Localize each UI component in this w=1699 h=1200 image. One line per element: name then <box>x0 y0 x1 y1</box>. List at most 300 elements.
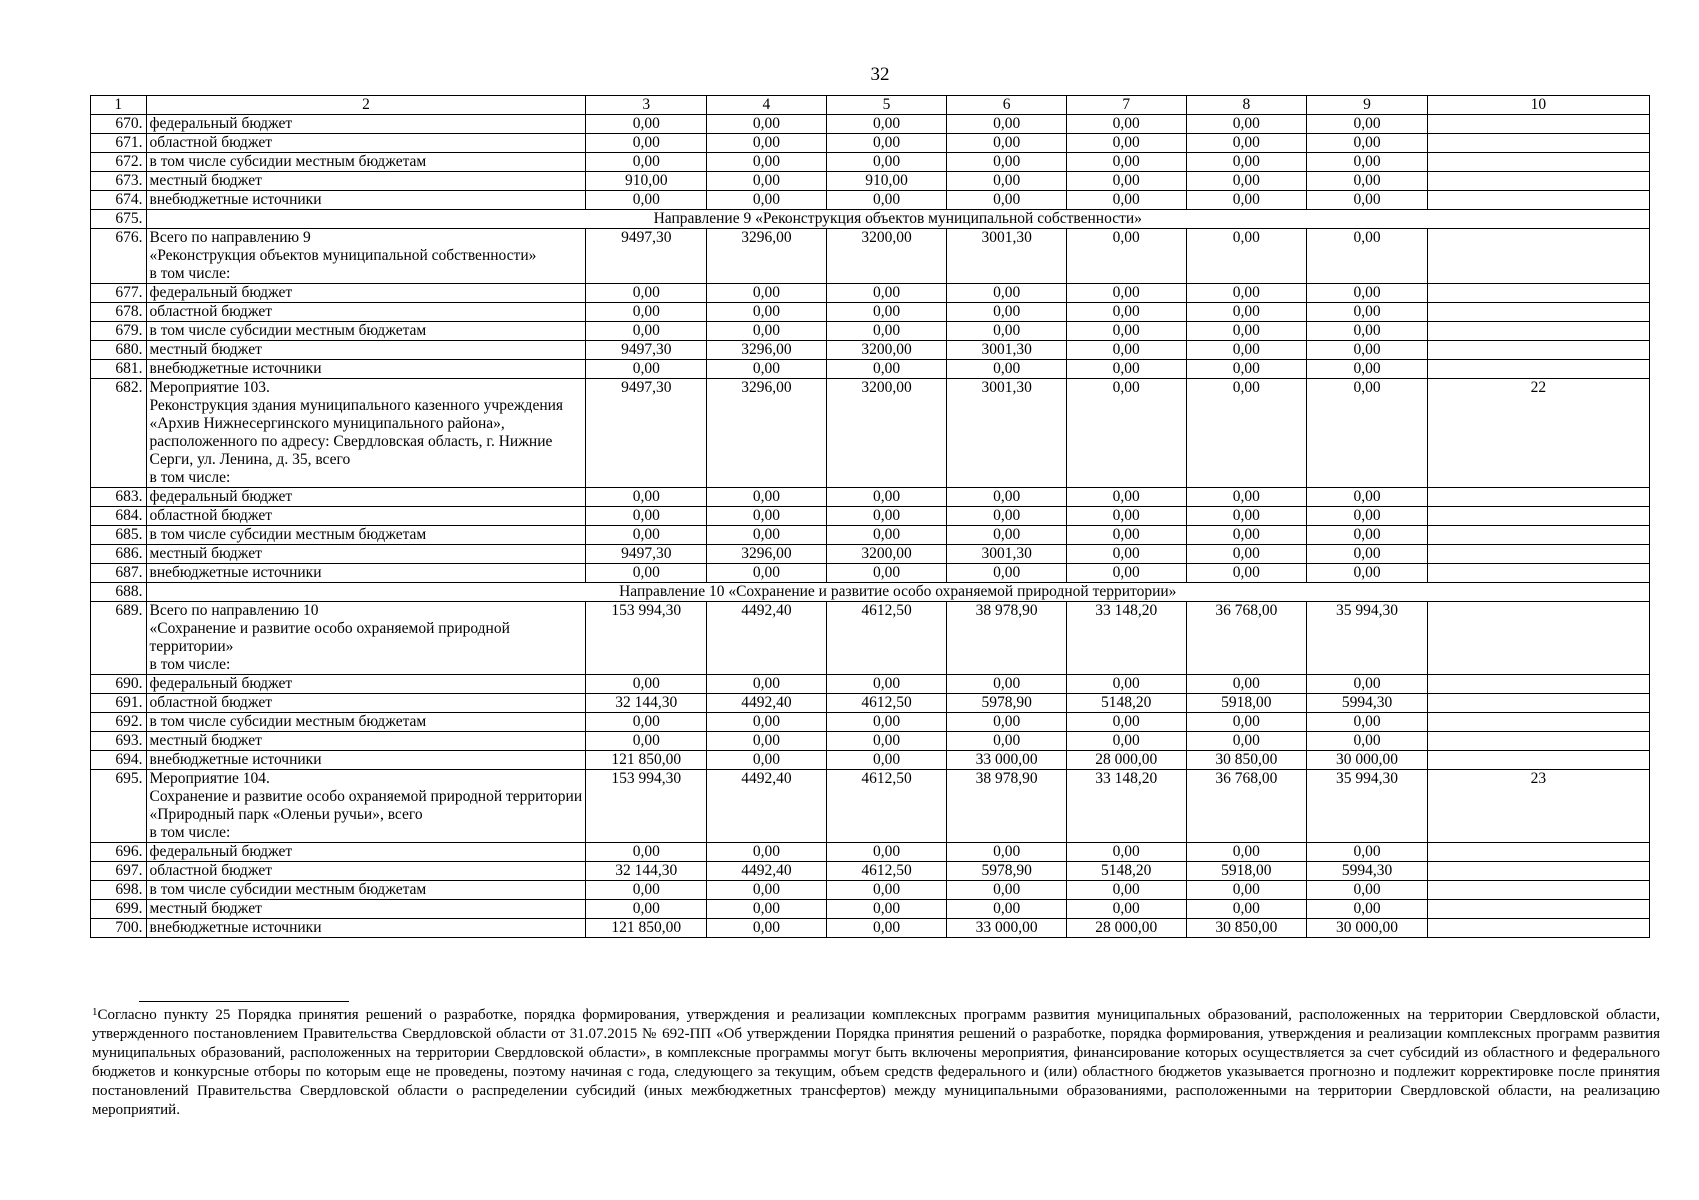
value-cell: 4612,50 <box>826 694 947 713</box>
note-cell <box>1427 507 1649 526</box>
row-number: 671. <box>91 134 147 153</box>
row-name: Мероприятие 104. Сохранение и развитие особо охраняемой природной территории «Природный парк «Оленьи ручьи», всего в том числе: <box>146 770 586 843</box>
row-number: 699. <box>91 900 147 919</box>
table-row <box>91 602 1650 675</box>
value-cell: 3296,00 <box>707 341 827 360</box>
value-cell: 4492,40 <box>707 770 827 843</box>
row-name: в том числе субсидии местным бюджетам <box>146 526 586 545</box>
value-cell: 0,00 <box>707 751 827 770</box>
value-cell: 5148,20 <box>1066 694 1186 713</box>
table-row <box>91 172 1650 191</box>
value-cell: 5978,90 <box>947 694 1067 713</box>
value-cell: 121 850,00 <box>586 751 707 770</box>
value-cell: 0,00 <box>1066 843 1186 862</box>
value-cell: 0,00 <box>1307 153 1428 172</box>
value-cell: 3296,00 <box>707 229 827 284</box>
row-name: федеральный бюджет <box>146 675 586 694</box>
row-number: 690. <box>91 675 147 694</box>
row-number: 677. <box>91 284 147 303</box>
value-cell: 35 994,30 <box>1307 602 1428 675</box>
value-cell: 0,00 <box>707 732 827 751</box>
value-cell: 0,00 <box>1186 843 1307 862</box>
value-cell: 38 978,90 <box>947 602 1067 675</box>
value-cell: 153 994,30 <box>586 602 707 675</box>
table-row <box>91 191 1650 210</box>
table-row <box>91 284 1650 303</box>
value-cell: 0,00 <box>1307 322 1428 341</box>
value-cell: 0,00 <box>1307 507 1428 526</box>
value-cell: 9497,30 <box>586 379 707 488</box>
value-cell: 0,00 <box>1186 322 1307 341</box>
row-name: в том числе субсидии местным бюджетам <box>146 322 586 341</box>
row-number: 693. <box>91 732 147 751</box>
value-cell: 0,00 <box>1186 134 1307 153</box>
value-cell: 0,00 <box>586 360 707 379</box>
value-cell: 0,00 <box>826 360 947 379</box>
value-cell: 0,00 <box>586 153 707 172</box>
value-cell: 3296,00 <box>707 379 827 488</box>
value-cell: 0,00 <box>826 303 947 322</box>
value-cell: 5994,30 <box>1307 862 1428 881</box>
row-name: внебюджетные источники <box>146 360 586 379</box>
value-cell: 0,00 <box>707 360 827 379</box>
value-cell: 0,00 <box>826 488 947 507</box>
footnote-text: Согласно пункту 25 Порядка принятия решений о разработке, порядка формирования, утверждения и реализации комплексных программ развития муниципальных образований, расположенных на территории Свердловской области, утвержденного постановлением Правительства Свердловской области от 31.07.2015 № 692-ПП «Об утверждении Порядка принятия решений о разработке, порядка формирования, утверждения и реализации комплексных программ развития муниципальных образований, расположенных на территории Свердловской области», в комплексные программы могут быть включены мероприятия, финансирование которых осуществляется за счет субсидий из областного и федерального бюджетов и конкурсные отборы по которым еще не проведены, поэтому начиная с года, следующего за текущим, объем средств федерального и (или) областного бюджетов указывается прогнозно и подлежит корректировке после принятия постановлений Правительства Свердловской области о распределении субсидий (иных межбюджетных трансфертов) между муниципальными образованиями, расположенными на территории Свердловской области, на реализацию мероприятий. <box>92 1007 1660 1118</box>
row-number: 684. <box>91 507 147 526</box>
table-row <box>91 843 1650 862</box>
column-header: 1 <box>91 96 147 115</box>
value-cell: 0,00 <box>1307 379 1428 488</box>
value-cell: 0,00 <box>1186 488 1307 507</box>
value-cell: 0,00 <box>1307 713 1428 732</box>
value-cell: 0,00 <box>707 322 827 341</box>
value-cell: 0,00 <box>1066 900 1186 919</box>
value-cell: 0,00 <box>1066 507 1186 526</box>
value-cell: 0,00 <box>1066 379 1186 488</box>
value-cell: 0,00 <box>586 507 707 526</box>
value-cell: 30 850,00 <box>1186 751 1307 770</box>
value-cell: 121 850,00 <box>586 919 707 938</box>
value-cell: 0,00 <box>1307 115 1428 134</box>
value-cell: 33 000,00 <box>947 751 1067 770</box>
value-cell: 0,00 <box>586 303 707 322</box>
row-name: федеральный бюджет <box>146 843 586 862</box>
table-row <box>91 507 1650 526</box>
value-cell: 910,00 <box>826 172 947 191</box>
row-name: Мероприятие 103. Реконструкция здания муниципального казенного учреждения «Архив Нижнесергинского муниципального района», расположенного по адресу: Свердловская область, г. Нижние Серги, ул. Ленина, д. 35, всего в том числе: <box>146 379 586 488</box>
note-cell <box>1427 713 1649 732</box>
table-row <box>91 751 1650 770</box>
row-number: 689. <box>91 602 147 675</box>
value-cell: 0,00 <box>947 115 1067 134</box>
value-cell: 0,00 <box>947 526 1067 545</box>
table-row <box>91 694 1650 713</box>
value-cell: 3200,00 <box>826 229 947 284</box>
value-cell: 0,00 <box>826 564 947 583</box>
value-cell: 0,00 <box>707 675 827 694</box>
table-row <box>91 153 1650 172</box>
value-cell: 0,00 <box>586 115 707 134</box>
value-cell: 0,00 <box>826 507 947 526</box>
column-number-header-row <box>91 96 1650 115</box>
value-cell: 28 000,00 <box>1066 751 1186 770</box>
row-name: областной бюджет <box>146 303 586 322</box>
row-name: местный бюджет <box>146 545 586 564</box>
value-cell: 5148,20 <box>1066 862 1186 881</box>
value-cell: 0,00 <box>1066 172 1186 191</box>
value-cell: 0,00 <box>1066 488 1186 507</box>
value-cell: 0,00 <box>826 732 947 751</box>
value-cell: 0,00 <box>947 134 1067 153</box>
footnote-marker: 1 <box>92 1006 98 1018</box>
value-cell: 0,00 <box>1186 900 1307 919</box>
value-cell: 3296,00 <box>707 545 827 564</box>
value-cell: 0,00 <box>1186 303 1307 322</box>
value-cell: 36 768,00 <box>1186 602 1307 675</box>
value-cell: 5978,90 <box>947 862 1067 881</box>
value-cell: 28 000,00 <box>1066 919 1186 938</box>
table-row <box>91 322 1650 341</box>
value-cell: 0,00 <box>707 507 827 526</box>
note-cell <box>1427 602 1649 675</box>
footnote-divider <box>139 1001 349 1002</box>
value-cell: 0,00 <box>1307 732 1428 751</box>
value-cell: 0,00 <box>707 919 827 938</box>
value-cell: 0,00 <box>1066 115 1186 134</box>
note-cell <box>1427 732 1649 751</box>
value-cell: 0,00 <box>707 526 827 545</box>
value-cell: 0,00 <box>1307 341 1428 360</box>
value-cell: 0,00 <box>1066 545 1186 564</box>
value-cell: 0,00 <box>586 881 707 900</box>
value-cell: 0,00 <box>1307 488 1428 507</box>
value-cell: 0,00 <box>1066 322 1186 341</box>
value-cell: 0,00 <box>826 526 947 545</box>
value-cell: 5994,30 <box>1307 694 1428 713</box>
table-row <box>91 862 1650 881</box>
note-cell <box>1427 526 1649 545</box>
note-cell <box>1427 545 1649 564</box>
value-cell: 0,00 <box>1307 526 1428 545</box>
value-cell: 0,00 <box>707 134 827 153</box>
value-cell: 0,00 <box>826 134 947 153</box>
row-number: 694. <box>91 751 147 770</box>
row-number: 691. <box>91 694 147 713</box>
value-cell: 0,00 <box>1186 191 1307 210</box>
value-cell: 3200,00 <box>826 545 947 564</box>
value-cell: 0,00 <box>707 172 827 191</box>
value-cell: 38 978,90 <box>947 770 1067 843</box>
value-cell: 0,00 <box>1066 341 1186 360</box>
row-number: 673. <box>91 172 147 191</box>
value-cell: 0,00 <box>947 284 1067 303</box>
value-cell: 0,00 <box>1186 732 1307 751</box>
value-cell: 9497,30 <box>586 229 707 284</box>
row-number: 686. <box>91 545 147 564</box>
table-row <box>91 675 1650 694</box>
row-name: областной бюджет <box>146 862 586 881</box>
value-cell: 30 000,00 <box>1307 751 1428 770</box>
value-cell: 0,00 <box>1186 341 1307 360</box>
value-cell: 0,00 <box>1066 360 1186 379</box>
value-cell: 0,00 <box>1186 564 1307 583</box>
note-cell <box>1427 900 1649 919</box>
table-row <box>91 488 1650 507</box>
value-cell: 0,00 <box>1186 115 1307 134</box>
value-cell: 0,00 <box>707 564 827 583</box>
note-cell <box>1427 751 1649 770</box>
row-number: 675. <box>91 210 147 229</box>
note-cell <box>1427 284 1649 303</box>
row-name: внебюджетные источники <box>146 751 586 770</box>
value-cell: 0,00 <box>1307 675 1428 694</box>
column-header: 7 <box>1066 96 1186 115</box>
value-cell: 3200,00 <box>826 379 947 488</box>
value-cell: 0,00 <box>1186 229 1307 284</box>
value-cell: 0,00 <box>1186 379 1307 488</box>
note-cell <box>1427 843 1649 862</box>
row-name: внебюджетные источники <box>146 191 586 210</box>
value-cell: 0,00 <box>1307 881 1428 900</box>
value-cell: 0,00 <box>947 900 1067 919</box>
footnote <box>92 1006 1660 1120</box>
section-title: Направление 10 «Сохранение и развитие особо охраняемой природной территории» <box>146 583 1649 602</box>
value-cell: 0,00 <box>947 881 1067 900</box>
value-cell: 0,00 <box>947 488 1067 507</box>
value-cell: 0,00 <box>1307 900 1428 919</box>
row-name: в том числе субсидии местным бюджетам <box>146 153 586 172</box>
note-cell <box>1427 341 1649 360</box>
value-cell: 0,00 <box>586 488 707 507</box>
row-number: 681. <box>91 360 147 379</box>
section-header-row <box>91 210 1650 229</box>
row-number: 698. <box>91 881 147 900</box>
value-cell: 0,00 <box>947 191 1067 210</box>
table-row <box>91 341 1650 360</box>
value-cell: 0,00 <box>947 153 1067 172</box>
value-cell: 3001,30 <box>947 379 1067 488</box>
value-cell: 0,00 <box>586 732 707 751</box>
value-cell: 0,00 <box>1307 284 1428 303</box>
row-number: 679. <box>91 322 147 341</box>
table-row <box>91 881 1650 900</box>
note-cell <box>1427 115 1649 134</box>
value-cell: 0,00 <box>707 843 827 862</box>
value-cell: 0,00 <box>947 303 1067 322</box>
value-cell: 0,00 <box>826 713 947 732</box>
row-number: 672. <box>91 153 147 172</box>
value-cell: 0,00 <box>1186 360 1307 379</box>
value-cell: 30 000,00 <box>1307 919 1428 938</box>
value-cell: 33 148,20 <box>1066 770 1186 843</box>
row-number: 685. <box>91 526 147 545</box>
table-row <box>91 379 1650 488</box>
value-cell: 4612,50 <box>826 770 947 843</box>
value-cell: 0,00 <box>1066 229 1186 284</box>
value-cell: 0,00 <box>1307 172 1428 191</box>
value-cell: 0,00 <box>707 153 827 172</box>
value-cell: 0,00 <box>1066 675 1186 694</box>
value-cell: 0,00 <box>826 675 947 694</box>
value-cell: 0,00 <box>1066 732 1186 751</box>
note-cell <box>1427 303 1649 322</box>
note-cell <box>1427 862 1649 881</box>
value-cell: 3001,30 <box>947 545 1067 564</box>
row-name: в том числе субсидии местным бюджетам <box>146 713 586 732</box>
value-cell: 5918,00 <box>1186 694 1307 713</box>
row-name: в том числе субсидии местным бюджетам <box>146 881 586 900</box>
value-cell: 0,00 <box>586 134 707 153</box>
value-cell: 0,00 <box>1307 191 1428 210</box>
value-cell: 0,00 <box>1186 153 1307 172</box>
note-cell <box>1427 134 1649 153</box>
value-cell: 0,00 <box>947 322 1067 341</box>
row-number: 676. <box>91 229 147 284</box>
value-cell: 0,00 <box>707 284 827 303</box>
budget-table <box>90 95 1650 938</box>
value-cell: 0,00 <box>707 713 827 732</box>
page-number: 32 <box>870 64 890 85</box>
value-cell: 0,00 <box>1307 545 1428 564</box>
row-name: Всего по направлению 10 «Сохранение и развитие особо охраняемой природной территории» в том числе: <box>146 602 586 675</box>
note-cell <box>1427 675 1649 694</box>
note-cell <box>1427 694 1649 713</box>
table-row <box>91 115 1650 134</box>
value-cell: 0,00 <box>1186 713 1307 732</box>
value-cell: 0,00 <box>1186 526 1307 545</box>
value-cell: 0,00 <box>586 843 707 862</box>
table-row <box>91 545 1650 564</box>
row-number: 678. <box>91 303 147 322</box>
table-row <box>91 732 1650 751</box>
value-cell: 0,00 <box>707 488 827 507</box>
column-header: 8 <box>1186 96 1307 115</box>
table-row <box>91 526 1650 545</box>
value-cell: 0,00 <box>947 732 1067 751</box>
value-cell: 0,00 <box>586 900 707 919</box>
value-cell: 4612,50 <box>826 862 947 881</box>
value-cell: 0,00 <box>707 900 827 919</box>
row-number: 696. <box>91 843 147 862</box>
value-cell: 0,00 <box>1066 881 1186 900</box>
table-row <box>91 303 1650 322</box>
value-cell: 32 144,30 <box>586 862 707 881</box>
value-cell: 0,00 <box>947 507 1067 526</box>
row-number: 692. <box>91 713 147 732</box>
note-cell <box>1427 172 1649 191</box>
section-title: Направление 9 «Реконструкция объектов муниципальной собственности» <box>146 210 1649 229</box>
table-body <box>91 115 1650 938</box>
value-cell: 0,00 <box>1307 564 1428 583</box>
value-cell: 0,00 <box>947 713 1067 732</box>
row-name: областной бюджет <box>146 507 586 526</box>
value-cell: 0,00 <box>1307 303 1428 322</box>
note-cell: 23 <box>1427 770 1649 843</box>
value-cell: 0,00 <box>826 284 947 303</box>
table-row <box>91 564 1650 583</box>
note-cell <box>1427 229 1649 284</box>
value-cell: 30 850,00 <box>1186 919 1307 938</box>
table-row <box>91 134 1650 153</box>
table-row <box>91 919 1650 938</box>
value-cell: 3200,00 <box>826 341 947 360</box>
row-name: местный бюджет <box>146 732 586 751</box>
value-cell: 9497,30 <box>586 545 707 564</box>
value-cell: 153 994,30 <box>586 770 707 843</box>
value-cell: 0,00 <box>826 153 947 172</box>
note-cell <box>1427 488 1649 507</box>
value-cell: 0,00 <box>826 900 947 919</box>
column-header: 4 <box>707 96 827 115</box>
value-cell: 0,00 <box>826 843 947 862</box>
value-cell: 0,00 <box>1066 526 1186 545</box>
column-header: 10 <box>1427 96 1649 115</box>
row-number: 687. <box>91 564 147 583</box>
value-cell: 0,00 <box>947 172 1067 191</box>
row-number: 670. <box>91 115 147 134</box>
note-cell <box>1427 360 1649 379</box>
column-header: 3 <box>586 96 707 115</box>
row-name: федеральный бюджет <box>146 284 586 303</box>
row-name: федеральный бюджет <box>146 115 586 134</box>
value-cell: 910,00 <box>586 172 707 191</box>
row-number: 695. <box>91 770 147 843</box>
value-cell: 0,00 <box>586 191 707 210</box>
value-cell: 0,00 <box>1066 191 1186 210</box>
value-cell: 0,00 <box>1066 134 1186 153</box>
value-cell: 0,00 <box>586 526 707 545</box>
value-cell: 0,00 <box>1066 303 1186 322</box>
table-row <box>91 229 1650 284</box>
row-name: областной бюджет <box>146 134 586 153</box>
value-cell: 0,00 <box>1307 134 1428 153</box>
value-cell: 0,00 <box>707 115 827 134</box>
note-cell <box>1427 153 1649 172</box>
value-cell: 5918,00 <box>1186 862 1307 881</box>
value-cell: 9497,30 <box>586 341 707 360</box>
value-cell: 0,00 <box>707 191 827 210</box>
value-cell: 0,00 <box>586 713 707 732</box>
note-cell <box>1427 564 1649 583</box>
value-cell: 0,00 <box>1186 675 1307 694</box>
row-name: местный бюджет <box>146 900 586 919</box>
value-cell: 3001,30 <box>947 341 1067 360</box>
column-header: 9 <box>1307 96 1428 115</box>
value-cell: 0,00 <box>826 881 947 900</box>
value-cell: 0,00 <box>1186 172 1307 191</box>
value-cell: 0,00 <box>826 322 947 341</box>
note-cell <box>1427 322 1649 341</box>
value-cell: 0,00 <box>947 360 1067 379</box>
row-name: внебюджетные источники <box>146 919 586 938</box>
value-cell: 0,00 <box>826 115 947 134</box>
row-name: федеральный бюджет <box>146 488 586 507</box>
value-cell: 0,00 <box>826 191 947 210</box>
section-header-row <box>91 583 1650 602</box>
value-cell: 0,00 <box>1066 564 1186 583</box>
value-cell: 0,00 <box>1186 507 1307 526</box>
row-number: 683. <box>91 488 147 507</box>
row-number: 674. <box>91 191 147 210</box>
note-cell <box>1427 881 1649 900</box>
value-cell: 4492,40 <box>707 694 827 713</box>
value-cell: 0,00 <box>1186 881 1307 900</box>
note-cell <box>1427 191 1649 210</box>
value-cell: 32 144,30 <box>586 694 707 713</box>
row-name: местный бюджет <box>146 172 586 191</box>
column-header: 5 <box>826 96 947 115</box>
value-cell: 3001,30 <box>947 229 1067 284</box>
